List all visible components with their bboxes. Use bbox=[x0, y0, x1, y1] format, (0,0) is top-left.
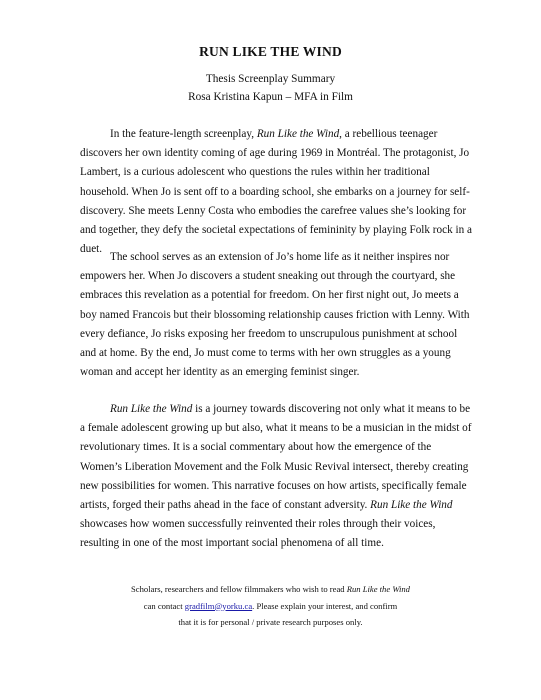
footer-line-1 bbox=[0, 581, 541, 598]
footer-line-2 bbox=[0, 598, 541, 615]
paragraph-1-title-italic: Run Like the Wind bbox=[256, 128, 340, 140]
paragraph-3-text-b: showcases how women successfully reinvented their roles through their voices, resulting in one of the most important social phenomena of all time. bbox=[80, 518, 436, 550]
author-line: Rosa Kristina Kapun – MFA in Film bbox=[188, 91, 353, 103]
paragraph-3 bbox=[80, 400, 475, 554]
paragraph-3-title-italic-2: Run Like the Wind bbox=[370, 499, 453, 512]
document-title: RUN LIKE THE WIND bbox=[199, 44, 342, 59]
paragraph-3-title-italic-1: Run Like the Wind bbox=[110, 403, 193, 415]
footer-line-1-text: Scholars, researchers and fellow filmmakers who wish to read bbox=[131, 584, 347, 594]
footer-line-3: that it is for personal / private research purposes only. bbox=[178, 617, 363, 627]
paragraph-1-text-a: In the feature-length screenplay, bbox=[110, 128, 257, 140]
footer-line-2-text-a: can contact bbox=[143, 600, 185, 611]
footer-title-italic: Run Like the Wind bbox=[346, 584, 410, 594]
paragraph-1 bbox=[80, 125, 475, 259]
footer-line-2-text-b: . Please explain your interest, and confirm bbox=[252, 600, 398, 611]
paragraph-2 bbox=[80, 248, 475, 382]
contact-email-link[interactable]: gradfilm@yorku.ca bbox=[184, 600, 253, 611]
paragraph-2-text: The school serves as an extension of Jo’s home life as it neither inspires nor empowers her. When Jo discovers a student sneaking out through the courtyard, she embraces this revelation as a potential for freedom. On her first night out, Jo meets a boy named Francois but their blossoming relationship causes friction with Lenny. With every defiance, Jo risks exposing her freedom to unscrupulous punishment at school and at home. By the end, Jo must come to terms with her own struggles as a young woman and accept her identity as an emerging feminist singer. bbox=[80, 251, 470, 379]
paragraph-3-text-a: is a journey towards discovering not only what it means to be a female adolescent growing up but also, what it means to be a musician in the midst of revolutionary times. It is a social commentary about how the emergence of the Women’s Liberation Movement and the Folk Music Revival intersect, thereby creating new possibilities for women. This narrative focuses on how artists, specifically female artists, forged their paths ahead in the face of constant adversity. bbox=[80, 403, 472, 512]
paragraph-1-text-b: , a rebellious teenager discovers her own identity coming of age during 1969 in Montréal. The protagonist, Jo Lambert, is a curious adolescent who questions the rules within her traditional household. When Jo is sent off to a boarding school, she embarks on a journey for self-discovery. She meets Lenny Costa who embodies the carefree values she’s looking for and together, they defy the societal expectations of femininity by playing Folk rock in a duet. bbox=[80, 128, 472, 256]
document-subtitle: Thesis Screenplay Summary bbox=[205, 73, 336, 85]
footer-note bbox=[0, 581, 541, 631]
